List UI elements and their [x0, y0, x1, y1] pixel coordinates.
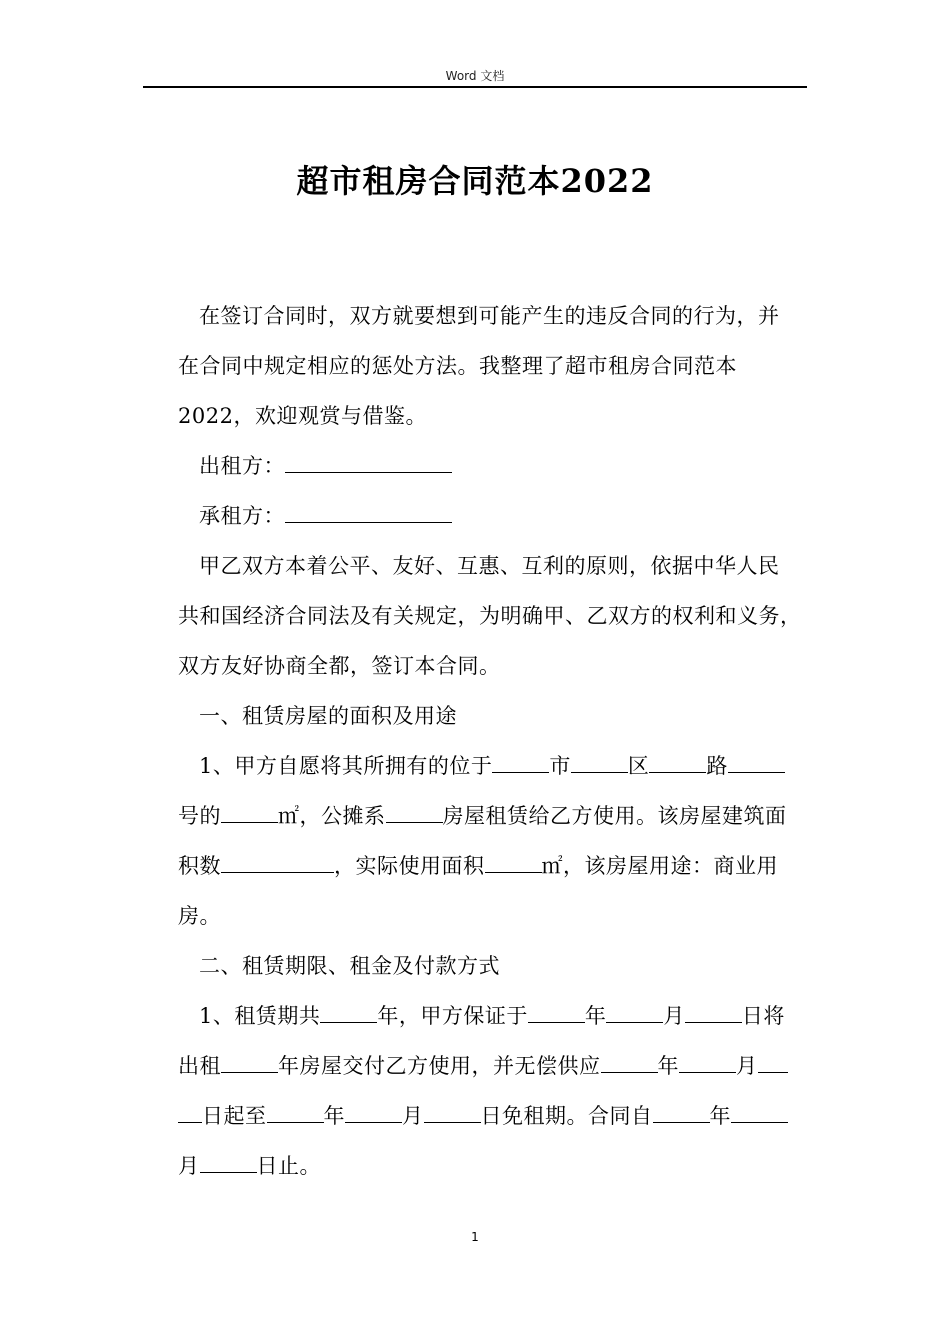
clause-text: ，实际使用面积	[334, 854, 485, 878]
fill-blank	[178, 1101, 202, 1123]
clause-text: 年	[584, 1004, 607, 1028]
fill-blank	[606, 1001, 663, 1023]
document-title: 超市租房合同范本2022	[296, 162, 654, 200]
header-label: Word 文档	[445, 69, 505, 83]
lessor-blank	[285, 451, 452, 473]
lessor-label: 出租方：	[199, 454, 285, 478]
fill-blank	[492, 751, 549, 773]
clause-text: 年	[657, 1054, 679, 1078]
fill-blank	[728, 751, 785, 773]
clause-text: 月	[178, 1154, 200, 1178]
paragraph-line: 共和国经济合同法及有关规定，为明确甲、乙双方的权利和义务，	[178, 604, 802, 628]
clause-line	[178, 796, 808, 846]
fill-blank	[571, 751, 628, 773]
lessee-blank	[285, 501, 452, 523]
clause-text: 日免租期。合同自	[480, 1104, 653, 1128]
clause-text: 日起至	[202, 1104, 267, 1128]
fill-blank	[221, 1051, 278, 1073]
page-number: 1	[471, 1230, 479, 1244]
fill-blank	[267, 1101, 324, 1123]
fill-blank	[386, 801, 443, 823]
clause-text: 路	[706, 754, 728, 778]
paragraph-line: 甲乙双方本着公平、友好、互惠、互利的原则，依据中华人民	[199, 554, 780, 578]
clause-line	[178, 1146, 808, 1196]
clause-line	[178, 1046, 808, 1096]
clause-text: 出租	[178, 1054, 221, 1078]
fill-blank	[221, 801, 278, 823]
clause-line: 房。	[178, 904, 221, 928]
fill-blank	[653, 1101, 710, 1123]
fill-blank	[649, 751, 706, 773]
paragraph-line: 在合同中规定相应的惩处方法。我整理了超市租房合同范本	[178, 354, 737, 378]
clause-text: 日将	[741, 1004, 785, 1028]
fill-blank	[528, 1001, 585, 1023]
clause-text: 1、甲方自愿将其所拥有的位于	[199, 754, 493, 778]
paragraph-line: 在签订合同时，双方就要想到可能产生的违反合同的行为，并	[199, 304, 780, 328]
clause-text: ㎡，该房屋用途：商业用	[541, 854, 778, 878]
fill-blank	[221, 851, 334, 873]
lessee-line	[178, 496, 808, 546]
fill-blank	[200, 1151, 257, 1173]
fill-blank	[731, 1101, 788, 1123]
paragraph-line: 2022，欢迎观赏与借鉴。	[178, 404, 427, 428]
fill-blank	[679, 1051, 736, 1073]
section-heading: 一、租赁房屋的面积及用途	[199, 704, 457, 728]
header-divider	[143, 86, 807, 88]
clause-text: 年房屋交付乙方使用，并无偿供应	[278, 1054, 601, 1078]
clause-text: 积数	[178, 854, 221, 878]
clause-text: 月	[663, 1004, 685, 1028]
clause-text: 年	[709, 1104, 731, 1128]
clause-line	[178, 996, 808, 1046]
clause-line	[178, 1096, 808, 1146]
paragraph-line: 双方友好协商全都，签订本合同。	[178, 654, 501, 678]
fill-blank	[485, 851, 542, 873]
lessee-label: 承租方：	[199, 504, 285, 528]
fill-blank	[424, 1101, 481, 1123]
clause-text: ㎡，公摊系	[278, 804, 386, 828]
clause-text: 1、租赁期共	[199, 1004, 321, 1028]
clause-text: 月	[402, 1104, 424, 1128]
clause-text: 区	[627, 754, 650, 778]
fill-blank	[758, 1051, 788, 1073]
clause-text: 月	[736, 1054, 758, 1078]
fill-blank	[685, 1001, 742, 1023]
clause-line	[178, 846, 808, 896]
fill-blank	[601, 1051, 658, 1073]
clause-line	[178, 746, 808, 796]
clause-text: 日止。	[256, 1154, 321, 1178]
document-body	[178, 296, 808, 1196]
clause-text: 市	[549, 754, 571, 778]
clause-text: 号的	[178, 804, 221, 828]
clause-text: 年，甲方保证于	[377, 1004, 528, 1028]
fill-blank	[320, 1001, 377, 1023]
clause-text: 房屋租赁给乙方使用。该房屋建筑面	[442, 804, 787, 828]
lessor-line	[178, 446, 808, 496]
section-heading: 二、租赁期限、租金及付款方式	[199, 954, 500, 978]
fill-blank	[345, 1101, 402, 1123]
clause-text: 年	[323, 1104, 345, 1128]
